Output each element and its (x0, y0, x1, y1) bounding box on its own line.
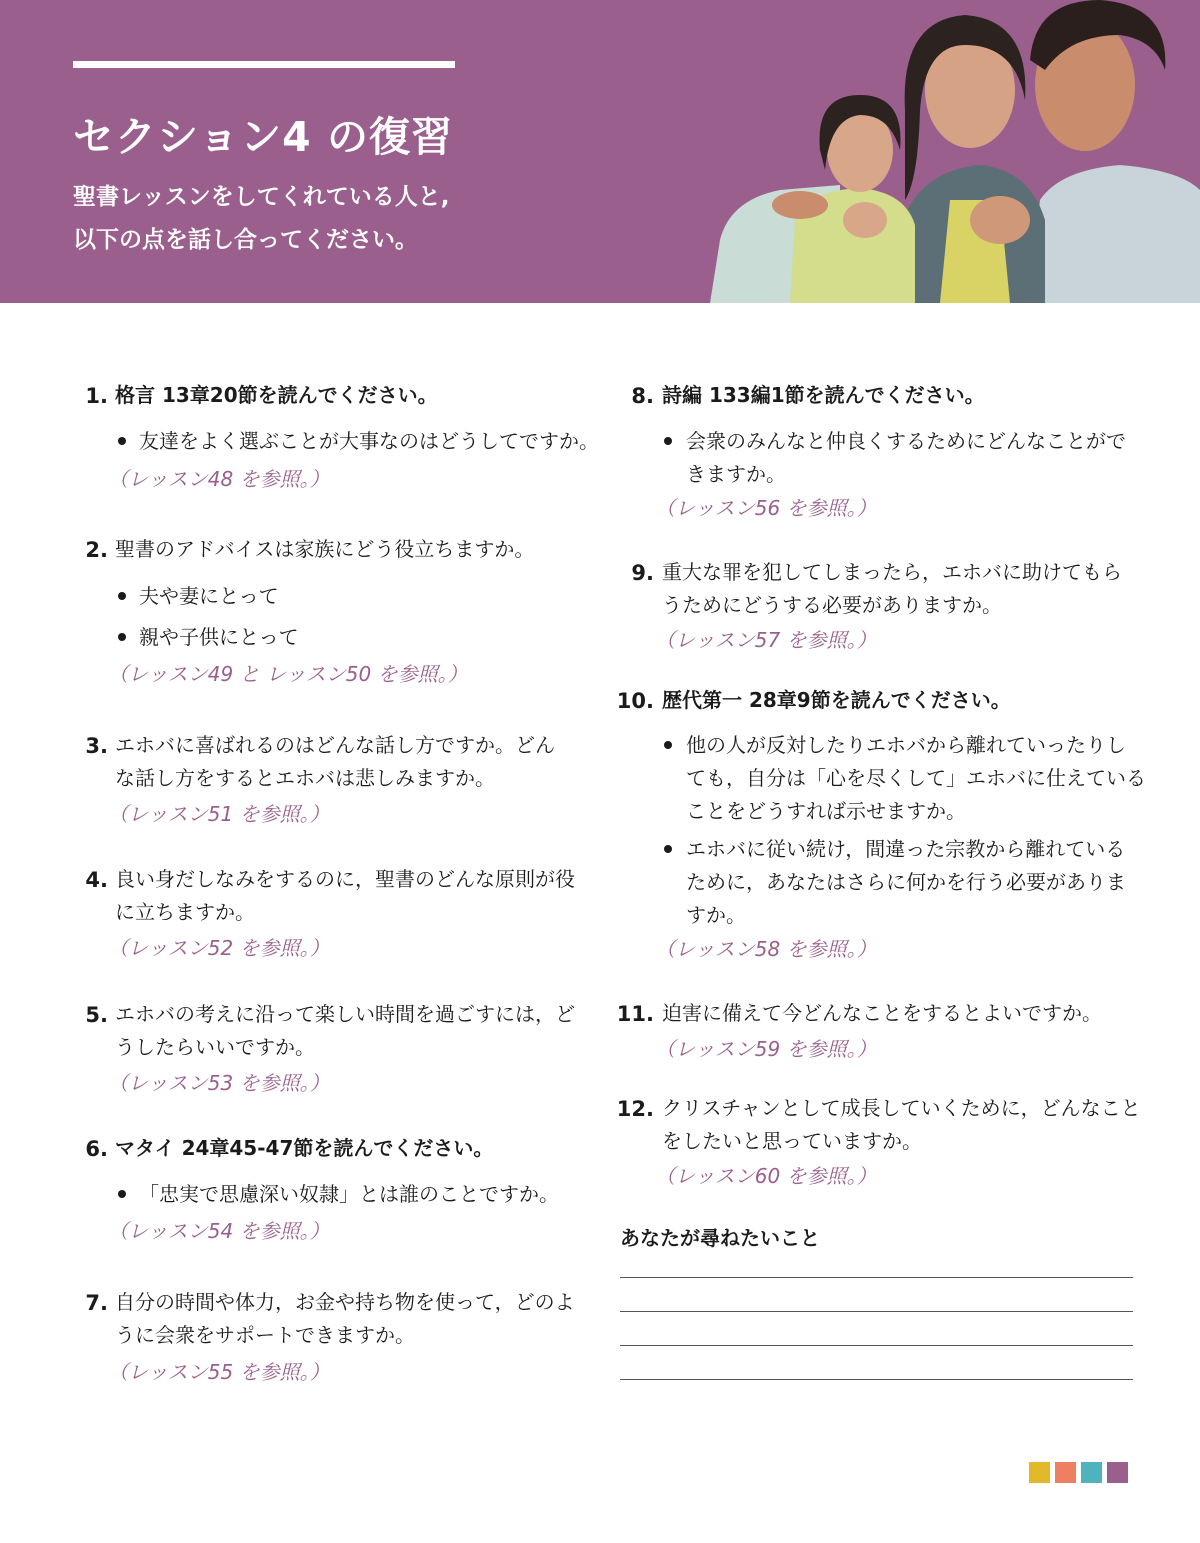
question-9-line2: うためにどうする必要がありますか。 (662, 593, 1002, 617)
bullet-dot (118, 633, 126, 641)
lesson-ref-8: （レッスン56 を参照。） (655, 496, 877, 520)
bullet-dot (664, 845, 672, 853)
item-number-11: 11. (616, 1002, 654, 1026)
page-title: セクション4 の復習 (73, 113, 453, 161)
lesson-ref-3: （レッスン51 を参照。） (108, 802, 330, 826)
praying-family-illustration (700, 0, 1200, 303)
item-number-8: 8. (631, 384, 654, 408)
bullet-dot (664, 437, 672, 445)
question-7-line2: うに会衆をサポートできますか。 (115, 1323, 415, 1347)
bullet-10-1-line3: ことをどうすれば示せますか。 (686, 799, 966, 823)
question-9-line1: 重大な罪を犯してしまったら，エホバに助けてもら (662, 560, 1122, 584)
own-questions-heading: あなたが尋ねたいこと (620, 1226, 820, 1250)
answer-line[interactable] (620, 1345, 1133, 1346)
answer-line[interactable] (620, 1379, 1133, 1380)
item-number-4: 4. (85, 868, 108, 892)
page-subtitle-line2: 以下の点を話し合ってください。 (73, 227, 418, 253)
bullet-8-1-line2: きますか。 (686, 462, 786, 486)
item-number-1: 1. (85, 384, 108, 408)
bullet-dot (118, 437, 126, 445)
question-11: 迫害に備えて今どんなことをするとよいですか。 (662, 1001, 1102, 1025)
bullet-dot (118, 1190, 126, 1198)
lesson-ref-12: （レッスン60 を参照。） (655, 1164, 877, 1188)
page-subtitle-line1: 聖書レッスンをしてくれている人と, (73, 184, 450, 210)
item-number-9: 9. (631, 561, 654, 585)
question-5-line2: うしたらいいですか。 (115, 1035, 315, 1059)
accent-square-yellow (1029, 1462, 1050, 1483)
question-4-line2: に立ちますか。 (115, 900, 255, 924)
accent-square-coral (1055, 1462, 1076, 1483)
question-1: 格言 13章20節を読んでください。 (115, 383, 438, 407)
item-number-2: 2. (85, 538, 108, 562)
lesson-ref-9: （レッスン57 を参照。） (655, 628, 877, 652)
bullet-dot (118, 592, 126, 600)
lesson-ref-10: （レッスン58 を参照。） (655, 937, 877, 961)
bullet-6-1: 「忠実で思慮深い奴隷」とは誰のことですか。 (139, 1182, 559, 1206)
item-number-3: 3. (85, 734, 108, 758)
bullet-2-1: 夫や妻にとって (139, 584, 279, 608)
color-squares (1029, 1462, 1128, 1483)
accent-square-purple (1107, 1462, 1128, 1483)
bullet-10-1-line1: 他の人が反対したりエホバから離れていったりし (686, 733, 1126, 757)
item-number-6: 6. (85, 1137, 108, 1161)
lesson-ref-7: （レッスン55 を参照。） (108, 1360, 330, 1384)
bullet-10-2-line3: すか。 (686, 903, 746, 927)
question-7-line1: 自分の時間や体力，お金や持ち物を使って，どのよ (115, 1290, 575, 1314)
question-5-line1: エホバの考えに沿って楽しい時間を過ごすには，ど (115, 1002, 575, 1026)
lesson-ref-6: （レッスン54 を参照。） (108, 1219, 330, 1243)
question-3-line2: な話し方をするとエホバは悲しみますか。 (115, 766, 495, 790)
lesson-ref-1: （レッスン48 を参照。） (108, 467, 330, 491)
item-number-12: 12. (616, 1097, 654, 1121)
question-12-line2: をしたいと思っていますか。 (662, 1129, 922, 1153)
question-10: 歴代第一 28章9節を読んでください。 (662, 688, 1011, 712)
bullet-1-1: 友達をよく選ぶことが大事なのはどうしてですか。 (139, 429, 599, 453)
item-number-7: 7. (85, 1291, 108, 1315)
lesson-ref-4: （レッスン52 を参照。） (108, 936, 330, 960)
bullet-10-1-line2: ても，自分は「心を尽くして」エホバに仕えている (686, 766, 1146, 790)
accent-square-teal (1081, 1462, 1102, 1483)
answer-line[interactable] (620, 1311, 1133, 1312)
header-rule (73, 61, 455, 68)
bullet-10-2-line1: エホバに従い続け，間違った宗教から離れている (686, 837, 1126, 861)
item-number-5: 5. (85, 1003, 108, 1027)
header-banner (0, 0, 1200, 303)
question-4-line1: 良い身だしなみをするのに，聖書のどんな原則が役 (115, 867, 575, 891)
question-8: 詩編 133編1節を読んでください。 (662, 383, 985, 407)
question-3-line1: エホバに喜ばれるのはどんな話し方ですか。どん (115, 733, 555, 757)
answer-line[interactable] (620, 1277, 1133, 1278)
question-12-line1: クリスチャンとして成長していくために，どんなこと (662, 1096, 1141, 1120)
bullet-10-2-line2: ために，あなたはさらに何かを行う必要がありま (686, 870, 1126, 894)
lesson-ref-2: （レッスン49 と レッスン50 を参照。） (108, 662, 468, 686)
item-number-10: 10. (616, 689, 654, 713)
question-2: 聖書のアドバイスは家族にどう役立ちますか。 (115, 537, 535, 561)
bullet-2-2: 親や子供にとって (139, 625, 299, 649)
bullet-8-1-line1: 会衆のみんなと仲良くするためにどんなことがで (686, 429, 1126, 453)
lesson-ref-5: （レッスン53 を参照。） (108, 1071, 330, 1095)
bullet-dot (664, 741, 672, 749)
question-6: マタイ 24章45-47節を読んでください。 (115, 1136, 494, 1160)
lesson-ref-11: （レッスン59 を参照。） (655, 1037, 877, 1061)
